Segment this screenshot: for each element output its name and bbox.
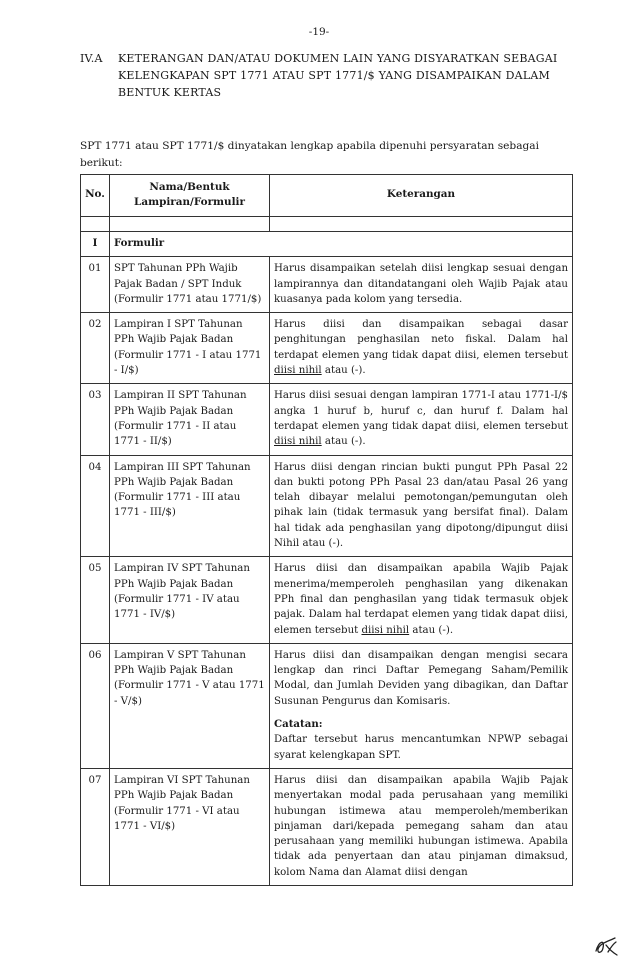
intro-paragraph: SPT 1771 atau SPT 1771/$ dinyatakan lengkap apabila dipenuhi persyaratan sebagai berikut: xyxy=(80,140,540,169)
underlined-term: diisi nihil xyxy=(274,436,322,448)
row-form-name: Lampiran VI SPT Tahunan PPh Wajib Pajak Badan (Formulir 1771 - VI atau 1771 - VI/$) xyxy=(110,768,270,885)
row-form-name: Lampiran II SPT Tahunan PPh Wajib Pajak Badan (Formulir 1771 - II atau 1771 - II/$) xyxy=(110,384,270,455)
table-header-row xyxy=(81,175,573,217)
page-number: -19- xyxy=(308,26,330,38)
table-row xyxy=(81,643,573,768)
spacer-row xyxy=(81,217,573,232)
row-description: Harus diisi dan disampaikan apabila Wajib Pajak menerima/memperoleh penghasilan yang dikenakan PPh final dan penghasilan yang tidak termasuk objek pajak. Dalam hal terdapat elemen yang tidak dapat diisi, elemen tersebut diisi nihil atau (-). xyxy=(270,557,573,643)
row-number: 03 xyxy=(81,384,110,455)
note-text: Daftar tersebut harus mencantumkan NPWP sebagai syarat kelengkapan SPT. xyxy=(274,734,568,761)
row-description: Harus disampaikan setelah diisi lengkap sesuai dengan lampirannya dan ditandatangani oleh Wajib Pajak atau kuasanya pada kolom yang tersedia. xyxy=(270,257,573,313)
section-number: IV.A xyxy=(80,52,103,65)
section-label: Formulir xyxy=(110,232,573,257)
row-description: Harus diisi dengan rincian bukti pungut PPh Pasal 22 dan bukti potong PPh Pasal 23 dan/atau Pasal 26 yang telah dibayar melalui pemotongan/pemungutan oleh pihak lain (tidak termasuk yang bersifat final). Dalam hal tidak ada penghasilan yang dipotong/dipungut diisi Nihil atau (-). xyxy=(270,455,573,557)
row-form-name: Lampiran V SPT Tahunan PPh Wajib Pajak Badan (Formulir 1771 - V atau 1771 - V/$) xyxy=(110,643,270,768)
requirements-table xyxy=(80,174,573,886)
row-description: Harus diisi sesuai dengan lampiran 1771-I atau 1771-I/$ angka 1 huruf b, huruf c, dan huruf f. Dalam hal terdapat elemen yang tidak dapat diisi, elemen tersebut diisi nihil atau (-). xyxy=(270,384,573,455)
header-no: No. xyxy=(81,175,110,217)
table-row xyxy=(81,313,573,384)
table-row xyxy=(81,384,573,455)
signature-mark xyxy=(593,935,619,957)
section-no: I xyxy=(81,232,110,257)
row-number: 02 xyxy=(81,313,110,384)
row-number: 07 xyxy=(81,768,110,885)
table-row xyxy=(81,455,573,557)
underlined-term: diisi nihil xyxy=(274,365,322,377)
section-heading xyxy=(80,50,570,101)
row-number: 04 xyxy=(81,455,110,557)
row-number: 05 xyxy=(81,557,110,643)
note-title: Catatan: xyxy=(274,718,323,731)
row-form-name: Lampiran IV SPT Tahunan PPh Wajib Pajak Badan (Formulir 1771 - IV atau 1771 - IV/$) xyxy=(110,557,270,643)
header-name: Nama/Bentuk Lampiran/Formulir xyxy=(110,175,270,217)
underlined-term: diisi nihil xyxy=(361,624,410,636)
section-title: KETERANGAN DAN/ATAU DOKUMEN LAIN YANG DISYARATKAN SEBAGAI KELENGKAPAN SPT 1771 ATAU SPT 1771/$ YANG DISAMPAIKAN DALAM BENTUK KERTAS xyxy=(118,52,558,99)
row-description: Harus diisi dan disampaikan apabila Wajib Pajak menyertakan modal pada perusahaan yang memiliki hubungan istimewa atau memperoleh/memberikan pinjaman dari/kepada pemegang saham dan atau perusahaan yang memiliki hubungan istimewa. Apabila tidak ada penyertaan dan atau pinjaman dimaksud, kolom Nama dan Alamat diisi dengan xyxy=(270,768,573,885)
row-description: Harus diisi dan disampaikan sebagai dasar penghitungan penghasilan neto fiskal. Dalam hal terdapat elemen yang tidak dapat diisi, elemen tersebut diisi nihil atau (-). xyxy=(270,313,573,384)
row-number: 06 xyxy=(81,643,110,768)
row-form-name: Lampiran III SPT Tahunan PPh Wajib Pajak Badan (Formulir 1771 - III atau 1771 - III/$) xyxy=(110,455,270,557)
row-form-name: SPT Tahunan PPh Wajib Pajak Badan / SPT Induk (Formulir 1771 atau 1771/$) xyxy=(110,257,270,313)
row-number: 01 xyxy=(81,257,110,313)
header-desc: Keterangan xyxy=(270,175,573,217)
table-row xyxy=(81,557,573,643)
row-description: Harus diisi dan disampaikan dengan mengisi secara lengkap dan rinci Daftar Pemegang Saham/Pemilik Modal, dan Jumlah Deviden yang dibagikan, dan Daftar Susunan Pengurus dan Komisaris. Catatan: Daftar tersebut harus mencantumkan NPWP sebagai syarat kelengkapan SPT. xyxy=(270,643,573,768)
section-row-formulir xyxy=(81,232,573,257)
row-form-name: Lampiran I SPT Tahunan PPh Wajib Pajak Badan (Formulir 1771 - I atau 1771 - I/$) xyxy=(110,313,270,384)
table-row xyxy=(81,768,573,885)
table-row xyxy=(81,257,573,313)
